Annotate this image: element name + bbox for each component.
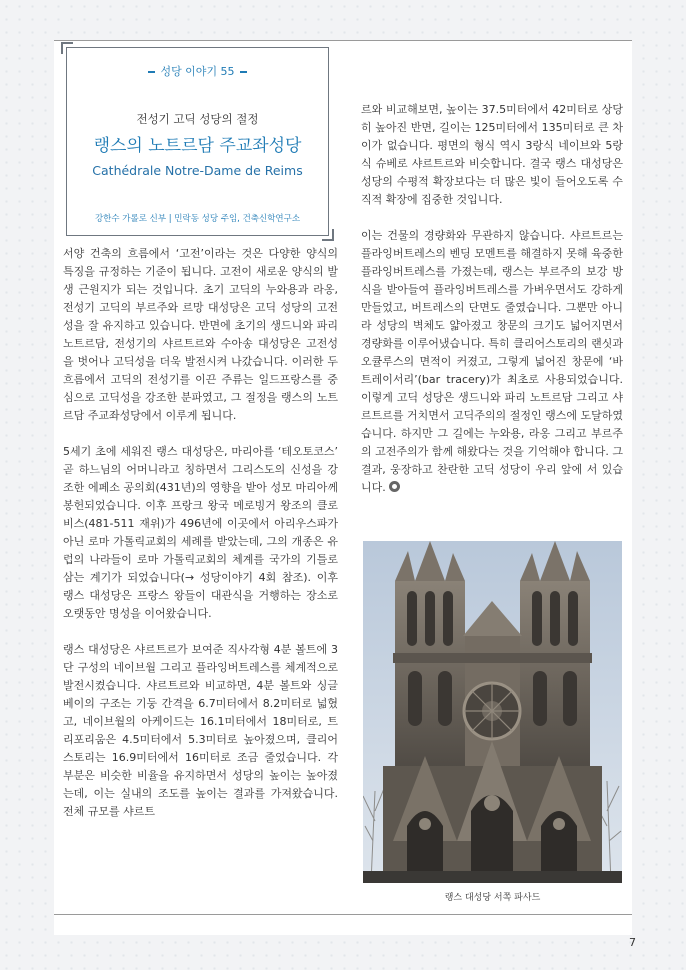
series-text: 성당 이야기 55 (160, 65, 235, 78)
author-line: 강한수 가롤로 신부 | 민락동 성당 주임, 건축신학연구소 (94, 214, 301, 224)
paragraph: 5세기 초에 세워진 랭스 대성당은, 마리아를 ‘테오토코스’ 곧 하느님의 어머니라고 칭하면서 그리스도의 신성을 강조한 에페소 공의회(431년)의 영향을 받아 성모 마리아께 봉헌되었습니다. 이후 프랑크 왕국 메로빙거 왕조의 클로비스(481-511 재위)가 496년에 이곳에서 아리우스파가 아닌 로마 가톨릭교회의 세례를 받았는데, 그의 개종은 유럽의 나라들이 로마 가톨릭교회의 체계를 국가의 기틀로 삼는 계기가 되었습니다(→ 성당이야기 4회 참조). 이후 랭스 대성당은 프랑스 왕들이 대관식을 거행하는 장소로 오랫동안 명성을 이어왔습니다. (63, 445, 338, 620)
article-header (66, 47, 329, 236)
paragraph: 랭스 대성당은 샤르트르가 보여준 직사각형 4분 볼트에 3단 구성의 네이브월 그리고 플라잉버트레스를 체계적으로 발전시켰습니다. 샤르트르와 비교하면, 4분 볼트와 싱글 베이의 구조는 기둥 간격을 6.7미터에서 8.2미터로 넓혔고, 네이브월의 아케이드는 16.1미터에서 18미터로, 트리포리움은 4.5미터에서 5.3미터로 높아졌으며, 클리어스토리는 16.9미터에서 16미터로 조금 줄었습니다. 각 부분은 비슷한 비율을 유지하면서 성당의 높이는 높아졌는데, 이는 실내의 조도를 높이는 결과를 가져왔습니다. 전체 규모를 샤르트 (63, 643, 338, 818)
bottom-rule (54, 914, 632, 915)
page-number: 7 (629, 936, 636, 949)
paragraph-final (361, 227, 623, 497)
series-label (67, 63, 328, 79)
cathedral-photo (363, 541, 622, 883)
article-english-title: Cathédrale Notre-Dame de Reims (92, 163, 303, 178)
dash-left (148, 71, 155, 73)
paragraph: 르와 비교해보면, 높이는 37.5미터에서 42미터로 상당히 높아진 반면, 길이는 125미터에서 135미터로 큰 차이가 없습니다. 평면의 형식 역시 3랑식 네이브와 5랑식 슈베로 샤르트르와 비슷합니다. 결국 랭스 대성당은 성당의 수평적 확장보다는 더 많은 빛이 들어오도록 수직적 확장에 집중한 것입니다. (361, 103, 623, 206)
left-column (63, 245, 338, 839)
article-title: 랭스의 노트르담 주교좌성당 (93, 136, 302, 156)
right-column (361, 101, 623, 515)
top-rule (54, 40, 632, 41)
end-mark-icon (389, 481, 400, 492)
paragraph-text: 이는 건물의 경량화와 무관하지 않습니다. 샤르트르는 플라잉버트레스의 벤딩 모멘트를 해결하지 못해 육중한 플라잉버트레스를 가졌는데, 랭스는 부르주의 보강 방식을 받아들여 플라잉버트레스를 가벼우면서도 강하게 만들었고, 버트레스의 단면도 줄였습니다. 그뿐만 아니라 성당의 벽체도 얇아졌고 창문의 크기도 넓어지면서 경량화를 이루어냈습니다. 특히 클리어스토리의 랜싯과 오큘루스의 면적이 커졌고, 그렇게 넓어진 창문에 ‘바 트레이서리’(bar tracery)가 최초로 사용되었습니다. 이렇게 고딕 성당은 생드니와 파리 노트르담 그리고 샤르트르를 거치면서 고딕주의의 절정인 랭스에 도달하였습니다. 하지만 그 길에는 누와용, 라옹 그리고 부르주의 고전주의가 함께 해왔다는 것을 기억해야 합니다. 그 결과, 웅장하고 찬란한 고딕 성당이 우리 앞에 서 있습니다. (361, 229, 623, 494)
paragraph: 서양 건축의 흐름에서 ‘고전’이라는 것은 다양한 양식의 특징을 규정하는 기준이 됩니다. 고전이 새로운 양식의 발생 근원지가 되는 것입니다. 초기 고딕의 누와용과 라옹, 전성기 고딕의 부르주와 르망 대성당은 고딕 성당의 고전성을 잘 유지하고 있습니다. 반면에 초기의 생드니와 파리 노트르담, 전성기의 샤르트르와 수아송 대성당은 고전성을 벗어나 고딕성을 더욱 발전시켜 나갔습니다. 이러한 두 흐름에서 고딕의 전성기를 이끈 주류는 일드프랑스를 중심으로 고딕성을 강조한 분파였고, 그 절정을 랭스의 노트르담 주교좌성당에서 이루게 됩니다. (63, 247, 338, 422)
cathedral-illustration (363, 541, 622, 883)
dash-right (240, 71, 247, 73)
article-subtitle: 전성기 고딕 성당의 절정 (136, 112, 259, 126)
photo-caption: 랭스 대성당 서쪽 파사드 (444, 893, 541, 903)
